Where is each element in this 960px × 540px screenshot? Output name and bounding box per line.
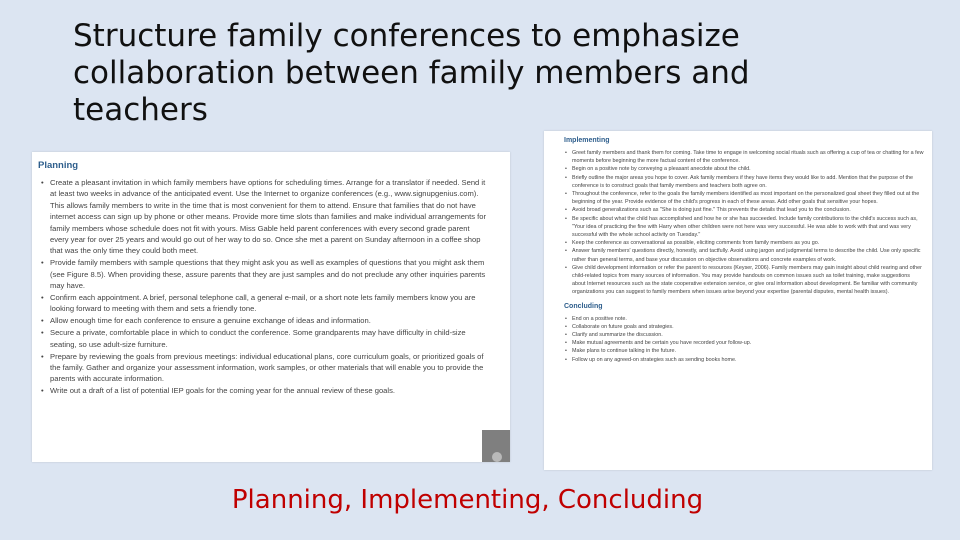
planning-item: • Provide family members with sample questions that they might ask you as well as examples of questions that you might ask them (see Figure 8.5). When providing these, assure parents that they are just samples and do not preclude any other inquiries parents may have.	[50, 257, 488, 291]
concluding-item: • Make mutual agreements and be certain you have recorded your follow-up.	[572, 339, 924, 347]
implementing-item: • Avoid broad generalizations such as "She is doing just fine." This prevents the details that lead you to the conclusion.	[572, 206, 924, 214]
implementing-item: • Throughout the conference, refer to the goals the family members identified as most important on the personalized goal sheet they filled out at the beginning of the year. Provide evidence of the child's progress in each of these areas. Add other goals that sensitive your hopes.	[572, 190, 924, 206]
implementing-list	[544, 149, 932, 297]
concluding-heading: Concluding	[564, 302, 603, 310]
planning-excerpt-image	[32, 152, 510, 462]
planning-item: • Prepare by reviewing the goals from previous meetings: individual educational plans, core curriculum goals, or prioritized goals of the family. Gather and organize your assessment information, work samples, or other materials that will enable you to provide the parents with accurate information.	[50, 351, 488, 385]
image-edge-dot	[492, 452, 502, 462]
planning-item: • Confirm each appointment. A brief, personal telephone call, a general e-mail, or a short note lets family members know you are looking forward to meeting with them and sets a friendly tone.	[50, 292, 488, 315]
planning-list	[32, 177, 510, 397]
concluding-item: • Follow up on any agreed-on strategies such as sending books home.	[572, 356, 924, 364]
concluding-item: • Clarify and summarize the discussion.	[572, 331, 924, 339]
implementing-concluding-excerpt-image	[544, 131, 932, 470]
implementing-item: • Be specific about what the child has accomplished and how he or she has succeeded. Include family contributions to the child's success such as, "Your idea of practicing the fine with Harry when other children were not here was very successful. He was able to work with that and was very successful with the whole school activity on Tuesday."	[572, 215, 924, 240]
implementing-item: • Answer family members' questions directly, honestly, and tactfully. Avoid using jargon and judgmental terms to describe the child. Use only specific rather than general terms, and base your discussion on objective observations and concrete examples of work.	[572, 247, 924, 263]
implementing-item: • Begin on a positive note by conveying a pleasant anecdote about the child.	[572, 165, 924, 173]
implementing-item: • Briefly outline the major areas you hope to cover. Ask family members if they have items they would like to add. Mention that the purpose of the conference is to construct goals that family members and teachers both agree on.	[572, 174, 924, 190]
slide-title: Structure family conferences to emphasize collaboration between family members and teachers	[73, 18, 750, 128]
implementing-item: • Give child development information or refer the parent to resources (Keyser, 2006). Family members may gain insight about child rearing and other child-related topics from many sources of information. You may provide handouts on common issues such as toilet training, make suggestions about Internet resources such as the state cooperative extension service, or give oral information about development. Be familiar with community organizations you can suggest to family members when issues arise beyond your expertise (parental disputes, mental health issues).	[572, 264, 924, 297]
planning-item: • Write out a draft of a list of potential IEP goals for the coming year for the annual review of these goals.	[50, 385, 488, 396]
implementing-item: • Keep the conference as conversational as possible, eliciting comments from family members as you go.	[572, 239, 924, 247]
planning-item: • Secure a private, comfortable place in which to conduct the conference. Some grandparents may have difficulty in child-size seating, so use adult-size furniture.	[50, 327, 488, 350]
implementing-item: • Greet family members and thank them for coming. Take time to engage in welcoming social rituals such as offering a cup of tea or chatting for a few moments before beginning the more factual content of the conference.	[572, 149, 924, 165]
concluding-item: • Make plans to continue talking in the future.	[572, 347, 924, 355]
concluding-item: • End on a positive note.	[572, 315, 924, 323]
planning-heading: Planning	[38, 160, 79, 171]
concluding-item: • Collaborate on future goals and strategies.	[572, 323, 924, 331]
planning-item: • Create a pleasant invitation in which family members have options for scheduling times. Arrange for a translator if needed. Send it at least two weeks in advance of the anticipated event. Use the Internet to organize conferences (e.g., www.signupgenius.com). This allows family members to write in the time that is most convenient for them to attend. Ensure that families that do not have internet access can sign up by phone or other means. Provide more time slots than families and make individual arrangements for family members whose schedule does not fit with yours. Miss Gable held parent conferences with every second grade parent every year for over 25 years and would go out of her way to do so. Once she met a parent on Sunday afternoon in a coffee shop that was the only time they could both meet.	[50, 177, 488, 257]
implementing-heading: Implementing	[564, 137, 610, 144]
concluding-list	[544, 315, 932, 364]
slide-subtitle: Planning, Implementing, Concluding	[231, 485, 704, 515]
planning-item: • Allow enough time for each conference to ensure a genuine exchange of ideas and information.	[50, 315, 488, 326]
